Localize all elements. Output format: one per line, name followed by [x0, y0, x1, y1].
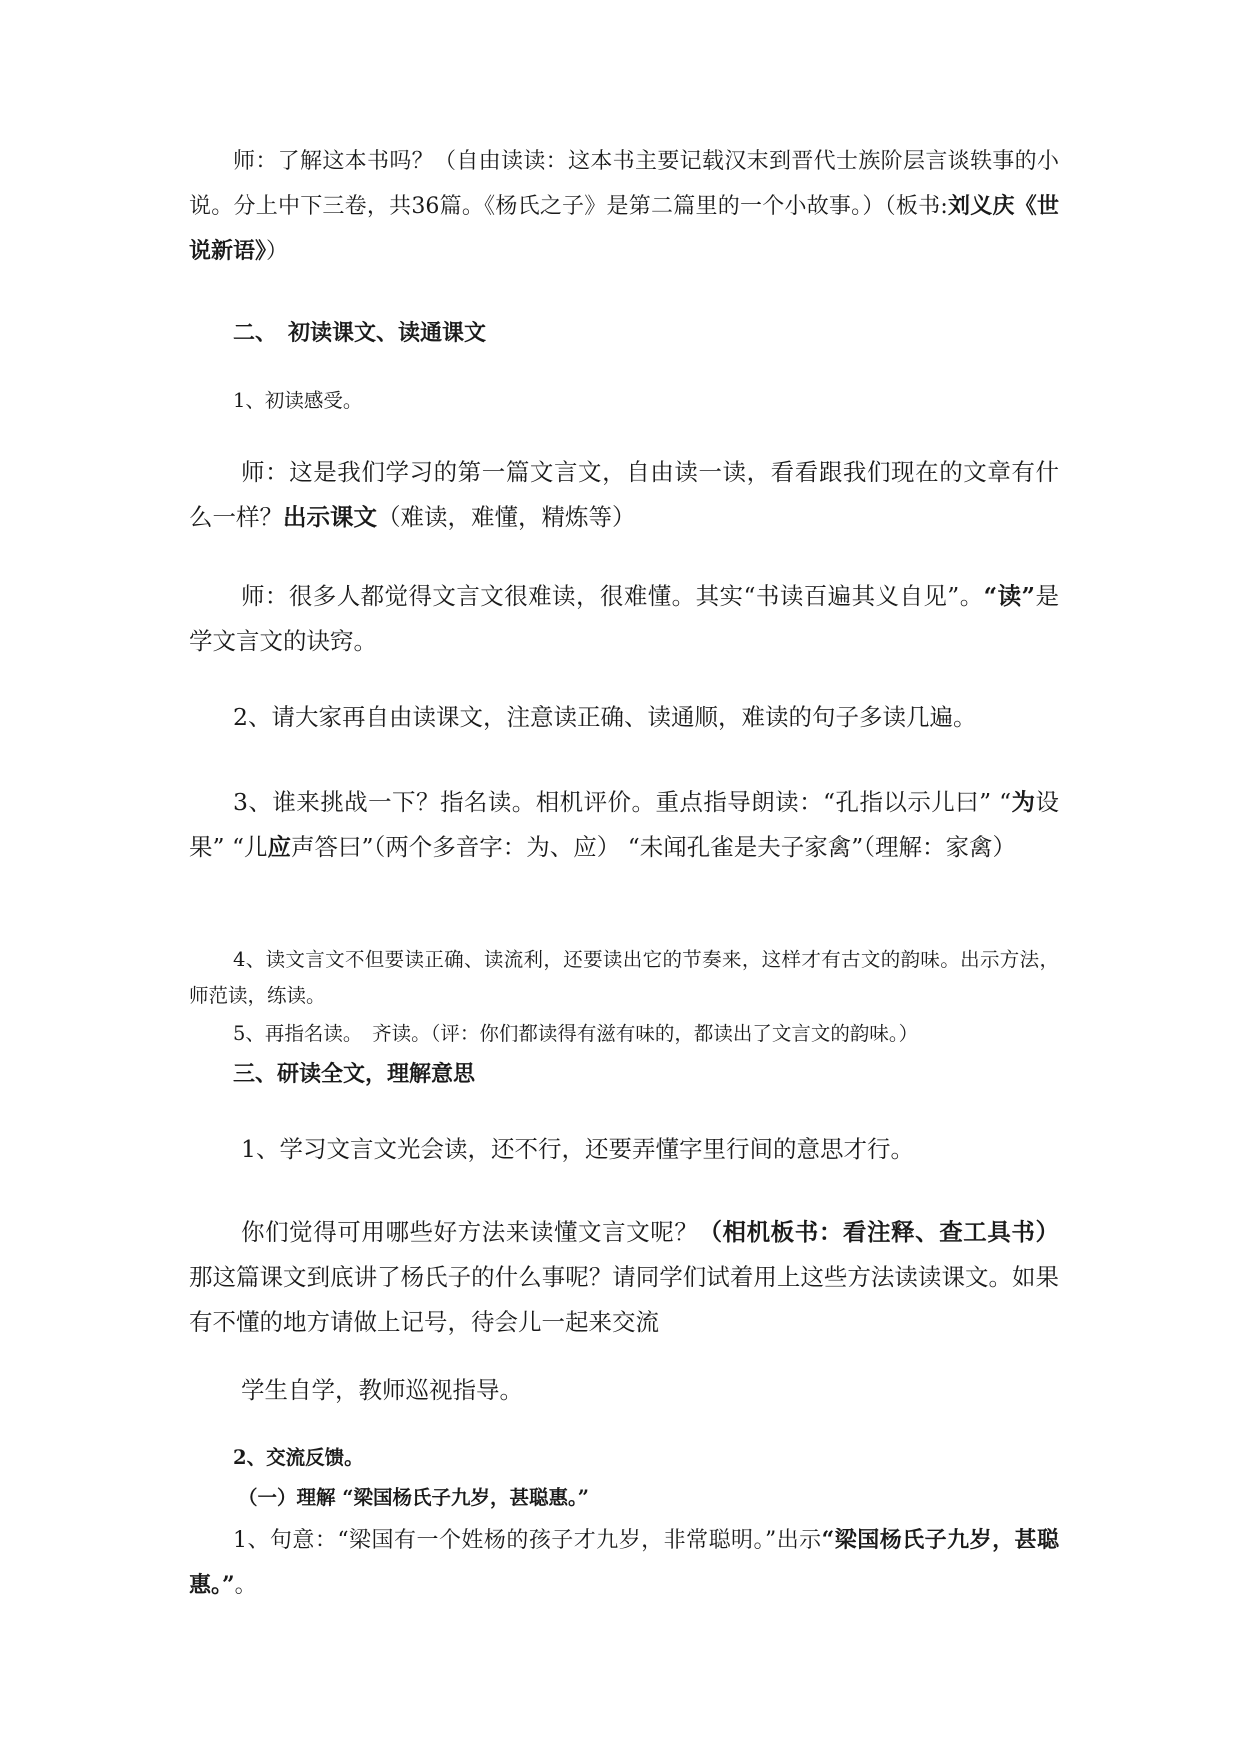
show-text-bold: 出示课文	[283, 503, 377, 531]
paragraph-understand-meaning: 1、学习文言文光会读，还不行，还要弄懂字里行间的意思才行。	[241, 1135, 914, 1163]
read-bold: “读”	[983, 582, 1036, 610]
sentence-meaning-text: 1、句意：“梁国有一个姓杨的孩子才九岁，非常聪明。”出示	[233, 1528, 822, 1553]
subheading-feedback: 2、交流反馈。	[233, 1446, 364, 1469]
paragraph-challenge-reading	[189, 780, 1059, 870]
teacher-first-text: 师：这是我们学习的第一篇文言文，自由读一读，看看跟我们现在的文章有什么一样？	[189, 458, 1059, 531]
polyphone-wei: 为	[1011, 788, 1036, 816]
sentence-end-mark: 。	[234, 1573, 257, 1598]
methods-instruction: 那这篇课文到底讲了杨氏子的什么事呢？请同学们试着用上这些方法读读课文。如果有不懂的地方请做上记号，待会儿一起来交流	[189, 1263, 1059, 1336]
paragraph-methods	[189, 1210, 1059, 1345]
paragraph-first-reading: 1、初读感受。	[233, 389, 363, 412]
paragraph-reread: 5、再指名读。 齐读。（评：你们都读得有滋有味的，都读出了文言文的韵味。）	[233, 1022, 919, 1045]
challenge-text-a: 3、谁来挑战一下？指名读。相机评价。重点指导朗读：“孔指以示儿曰” “	[233, 788, 1012, 816]
methods-question: 你们觉得可用哪些好方法来读懂文言文呢？	[241, 1218, 699, 1246]
board-writing-methods: （相机板书：看注释、查工具书）	[698, 1218, 1060, 1246]
paragraph-sentence-meaning	[189, 1518, 1059, 1608]
paragraph-book-intro	[189, 140, 1059, 274]
paragraph-free-reading: 2、请大家再自由读课文，注意读正确、读通顺，难读的句子多读几遍。	[233, 703, 977, 731]
reading-secret-text: 是学文言文的诀窍。	[189, 582, 1059, 655]
book-intro-text: 师：了解这本书吗？（自由读读：这本书主要记载汉末到晋代士族阶层言谈轶事的小说。分上中下三卷，共36篇。《杨氏之子》是第二篇里的一个小故事。）（板书:	[189, 149, 1059, 219]
challenge-text-c: 设果” “儿	[189, 788, 1059, 861]
board-writing-title: 刘义庆《世说新语》	[189, 193, 1059, 264]
subheading-understand-sentence: （一）理解 “梁国杨氏子九岁，甚聪惠。”	[238, 1486, 589, 1509]
section-heading-3: 三、研读全文，理解意思	[233, 1061, 476, 1087]
paragraph-self-study: 学生自学，教师巡视指导。	[241, 1376, 523, 1404]
section-heading-2: 二、 初读课文、读通课文	[233, 320, 487, 346]
paragraph-rhythm: 4、读文言文不但要读正确、读流利，还要读出它的节奏来，这样才有古文的韵味。出示方法，师范读，练读。	[189, 948, 1059, 1007]
book-intro-close: ）	[266, 239, 289, 264]
shown-sentence-bold: “梁国杨氏子九岁，甚聪惠。”	[189, 1527, 1060, 1598]
difficulty-notes: （难读，难懂，精炼等）	[377, 503, 636, 531]
paragraph-teacher-first-text	[189, 450, 1059, 540]
polyphone-ying: 应	[267, 833, 291, 861]
reading-quote: 师：很多人都觉得文言文很难读，很难懂。其实“书读百遍其义自见”。	[241, 582, 984, 610]
paragraph-reading-secret	[189, 574, 1059, 664]
challenge-text-e: 声答曰”（两个多音字：为、应） “未闻孔雀是夫子家禽”（理解：家禽）	[291, 833, 1017, 861]
